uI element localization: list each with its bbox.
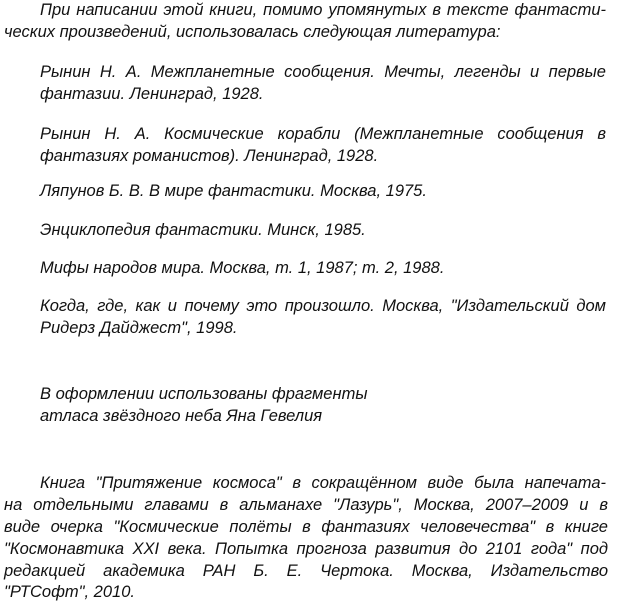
reference-5-line-1: Мифы народов мира. Москва, т. 1, 1987; т. 2, 1988. — [40, 259, 445, 277]
reference-3-line-1: Ляпунов Б. В. В мире фантастики. Москва, 1975. — [40, 182, 427, 200]
publication-note-line-6: "РТСофт", 2010. — [4, 583, 135, 601]
reference-1-line-1: Рынин Н. А. Межпланетные сообщения. Мечты, легенды и первые — [40, 63, 606, 81]
design-note-line-2: атласа звёздного неба Яна Гевелия — [40, 407, 323, 425]
reference-2-line-2: фантазиях романистов). Ленинград, 1928. — [40, 147, 379, 165]
reference-4-line-1: Энциклопедия фантастики. Минск, 1985. — [40, 221, 366, 239]
publication-note-line-5: редакцией академика РАН Б. Е. Чертока. Москва, Издательство — [4, 562, 608, 580]
reference-6-line-1: Когда, где, как и почему это произошло. Москва, "Издательский дом — [40, 297, 606, 315]
intro-line-1: При написании этой книги, помимо упомянутых в тексте фантасти- — [40, 1, 606, 19]
design-note-line-1: В оформлении использованы фрагменты — [40, 385, 368, 403]
publication-note-line-4: "Космонавтика XXI века. Попытка прогноза развития до 2101 года" под — [4, 540, 608, 558]
publication-note-line-2: на отдельными главами в альманахе "Лазурь", Москва, 2007–2009 и в — [4, 496, 608, 514]
reference-1-line-2: фантазии. Ленинград, 1928. — [40, 85, 264, 103]
reference-2-line-1: Рынин Н. А. Космические корабли (Межпланетные сообщения в — [40, 125, 606, 143]
reference-6-line-2: Ридерз Дайджест", 1998. — [40, 319, 238, 337]
publication-note-line-3: виде очерка "Космические полёты в фантазиях человечества" в книге — [4, 518, 608, 536]
intro-line-2: ческих произведений, использовалась следующая литература: — [4, 23, 501, 41]
publication-note-line-1: Книга "Притяжение космоса" в сокращённом виде была напечата- — [40, 474, 606, 492]
